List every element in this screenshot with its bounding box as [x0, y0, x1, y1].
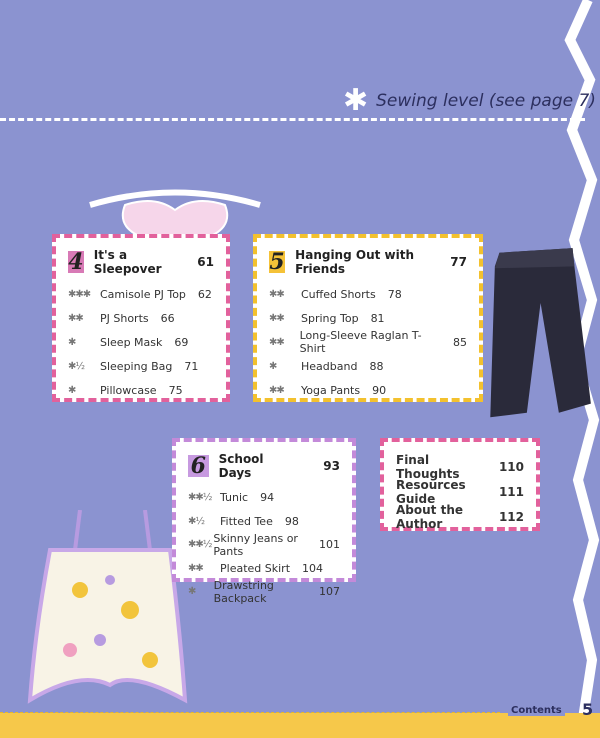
entry-page: 88	[369, 359, 384, 373]
entry-page: 112	[498, 509, 524, 524]
toc-entry[interactable]	[188, 557, 340, 581]
sewing-level: ✱	[68, 336, 76, 348]
entry-title: Pleated Skirt	[220, 561, 291, 575]
toc-entry[interactable]	[188, 486, 340, 510]
sewing-level: ✱½	[68, 360, 85, 372]
entry-page: 62	[197, 287, 212, 301]
chapter-title[interactable]: School Days	[218, 452, 264, 480]
toc-entry[interactable]	[188, 533, 340, 557]
sewing-level-legend	[343, 83, 596, 118]
sewing-level: ✱✱	[269, 336, 284, 348]
toc-entry[interactable]	[396, 479, 524, 504]
toc-entry[interactable]	[269, 306, 467, 330]
toc-entry[interactable]	[396, 454, 524, 479]
toc-entry[interactable]	[269, 330, 467, 354]
entry-title: Spring Top	[301, 311, 359, 325]
sewing-level: ✱½	[188, 515, 205, 527]
footer-dashed-line	[0, 712, 500, 713]
entry-page: 78	[387, 287, 402, 301]
toc-entry[interactable]	[68, 354, 214, 378]
legend-text: Sewing level (see page 7)	[376, 91, 596, 111]
entry-title: Pillowcase	[100, 383, 157, 397]
toc-entry[interactable]	[188, 510, 340, 534]
sewing-level: ✱	[68, 384, 76, 396]
entry-title: Tunic	[220, 491, 249, 505]
entry-title: PJ Shorts	[100, 311, 149, 325]
entry-title: Fitted Tee	[220, 514, 273, 528]
chapter-page: 93	[323, 459, 340, 473]
entry-title: Cuffed Shorts	[301, 287, 376, 301]
footer-band	[0, 713, 600, 738]
entry-page: 75	[168, 383, 183, 397]
dashed-divider	[0, 118, 585, 121]
entry-page: 98	[284, 514, 299, 528]
chapter-4-box	[52, 234, 230, 402]
entry-title: Camisole PJ Top	[100, 287, 186, 301]
entry-page: 71	[184, 359, 199, 373]
yoga-pants-image	[472, 240, 600, 430]
toc-entry[interactable]	[269, 354, 467, 378]
entry-page: 81	[370, 311, 385, 325]
toc-entry[interactable]	[68, 306, 214, 330]
sewing-level: ✱✱✱	[68, 288, 91, 300]
back-matter-box	[380, 438, 540, 531]
sewing-level: ✱✱½	[188, 539, 212, 551]
sewing-level: ✱✱	[188, 562, 203, 574]
toc-entry[interactable]	[68, 378, 214, 402]
entry-title: Sleep Mask	[100, 335, 163, 349]
asterisk-star-icon: ✱	[343, 83, 369, 118]
entry-page: 69	[174, 335, 189, 349]
entry-title: Long-Sleeve Raglan T-Shirt	[299, 329, 422, 355]
floral-tunic-image	[20, 510, 190, 710]
chapter-6-box	[172, 438, 356, 605]
entry-page: 66	[160, 311, 175, 325]
toc-entry[interactable]	[269, 378, 467, 402]
toc-entry[interactable]	[68, 330, 214, 354]
chapter-number: 6	[188, 455, 209, 477]
entry-title: Drawstring Backpack	[213, 578, 274, 605]
entry-title: Sleeping Bag	[100, 359, 173, 373]
chapter-number: 5	[269, 249, 285, 275]
chapter-title[interactable]: It's a Sleepover	[93, 248, 162, 276]
page-number: 5	[582, 700, 594, 719]
toc-entry[interactable]	[188, 580, 340, 604]
chapter-page: 61	[197, 255, 214, 269]
toc-entry[interactable]	[68, 282, 214, 306]
sewing-level: ✱	[269, 360, 277, 372]
entry-title: Resources Guide	[396, 477, 466, 506]
entry-page: 85	[453, 335, 467, 349]
sewing-level: ✱✱	[68, 312, 83, 324]
entry-page: 104	[302, 561, 324, 575]
entry-page: 110	[498, 459, 524, 474]
chapter-5-box	[253, 234, 483, 402]
entry-title: About the Author	[396, 502, 463, 531]
toc-entry[interactable]	[269, 282, 467, 306]
sewing-level: ✱	[188, 586, 196, 598]
entry-page: 107	[319, 585, 340, 599]
entry-page: 111	[498, 484, 524, 499]
chapter-page: 77	[450, 255, 467, 269]
sewing-level: ✱✱	[269, 384, 284, 396]
entry-page: 101	[319, 538, 340, 552]
chapter-number: 4	[68, 249, 84, 275]
footer-section-label: Contents	[508, 705, 565, 716]
entry-page: 90	[372, 383, 387, 397]
sewing-level: ✱✱	[269, 312, 284, 324]
sewing-level: ✱✱	[269, 288, 284, 300]
sewing-level: ✱✱½	[188, 492, 212, 504]
entry-title: Yoga Pants	[301, 383, 361, 397]
chapter-title[interactable]: Hanging Out with Friends	[295, 248, 415, 276]
entry-title: Skinny Jeans or Pants	[213, 531, 298, 558]
entry-title: Headband	[301, 359, 358, 373]
entry-title: Final Thoughts	[396, 452, 460, 481]
toc-entry[interactable]	[396, 504, 524, 529]
entry-page: 94	[260, 491, 275, 505]
